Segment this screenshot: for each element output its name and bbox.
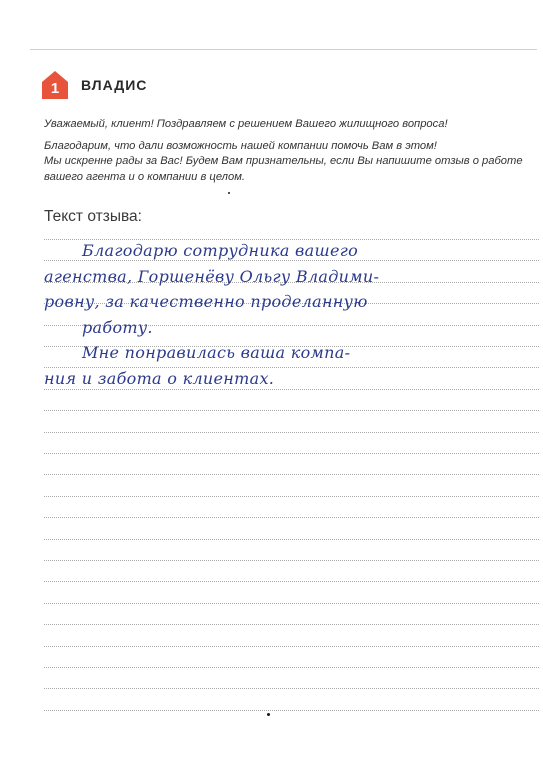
scan-speck — [228, 192, 230, 194]
handwritten-line: работу. — [82, 317, 153, 337]
logo-digit: 1 — [50, 80, 60, 97]
intro-line: вашего агента и о компании в целом. — [44, 170, 245, 183]
top-rule — [30, 49, 537, 50]
handwritten-line: ровну, за качественно проделанную — [44, 292, 368, 311]
handwritten-line: Мне понравилась ваша компа- — [82, 343, 351, 362]
brand-name: ВЛАДИС — [81, 77, 148, 93]
ruled-line — [44, 539, 539, 540]
scan-speck — [267, 713, 270, 716]
ruled-line — [44, 410, 539, 411]
handwritten-line: Благодарю сотрудника вашего — [82, 241, 359, 260]
ruled-line — [44, 581, 539, 582]
house-key-icon — [41, 70, 69, 100]
ruled-line — [44, 646, 539, 647]
ruled-line — [44, 688, 539, 689]
ruled-line — [44, 432, 539, 433]
ruled-line — [44, 474, 539, 475]
handwritten-line: агенства, Горшенёву Ольгу Владими- — [44, 266, 380, 286]
ruled-line — [44, 496, 539, 497]
ruled-line — [44, 710, 539, 711]
ruled-line — [44, 603, 539, 604]
handwritten-line: ния и забота о клиентах. — [44, 368, 275, 388]
intro-line: Мы искренне рады за Вас! Будем Вам признательны, если Вы напишите отзыв о работе — [44, 155, 523, 167]
intro-text — [44, 117, 534, 185]
ruled-line — [44, 624, 539, 625]
ruled-line — [44, 667, 539, 668]
ruled-line — [44, 517, 539, 518]
greeting-line: Уважаемый, клиент! Поздравляем с решением Вашего жилищного вопроса! — [44, 118, 448, 130]
ruled-line — [44, 453, 539, 454]
review-heading: Текст отзыва: — [44, 208, 142, 225]
ruled-line — [44, 560, 539, 561]
handwritten-review — [44, 238, 524, 391]
brand-header — [41, 70, 147, 100]
intro-line: Благодарим, что дали возможность нашей компании помочь Вам в этом! — [44, 139, 437, 152]
